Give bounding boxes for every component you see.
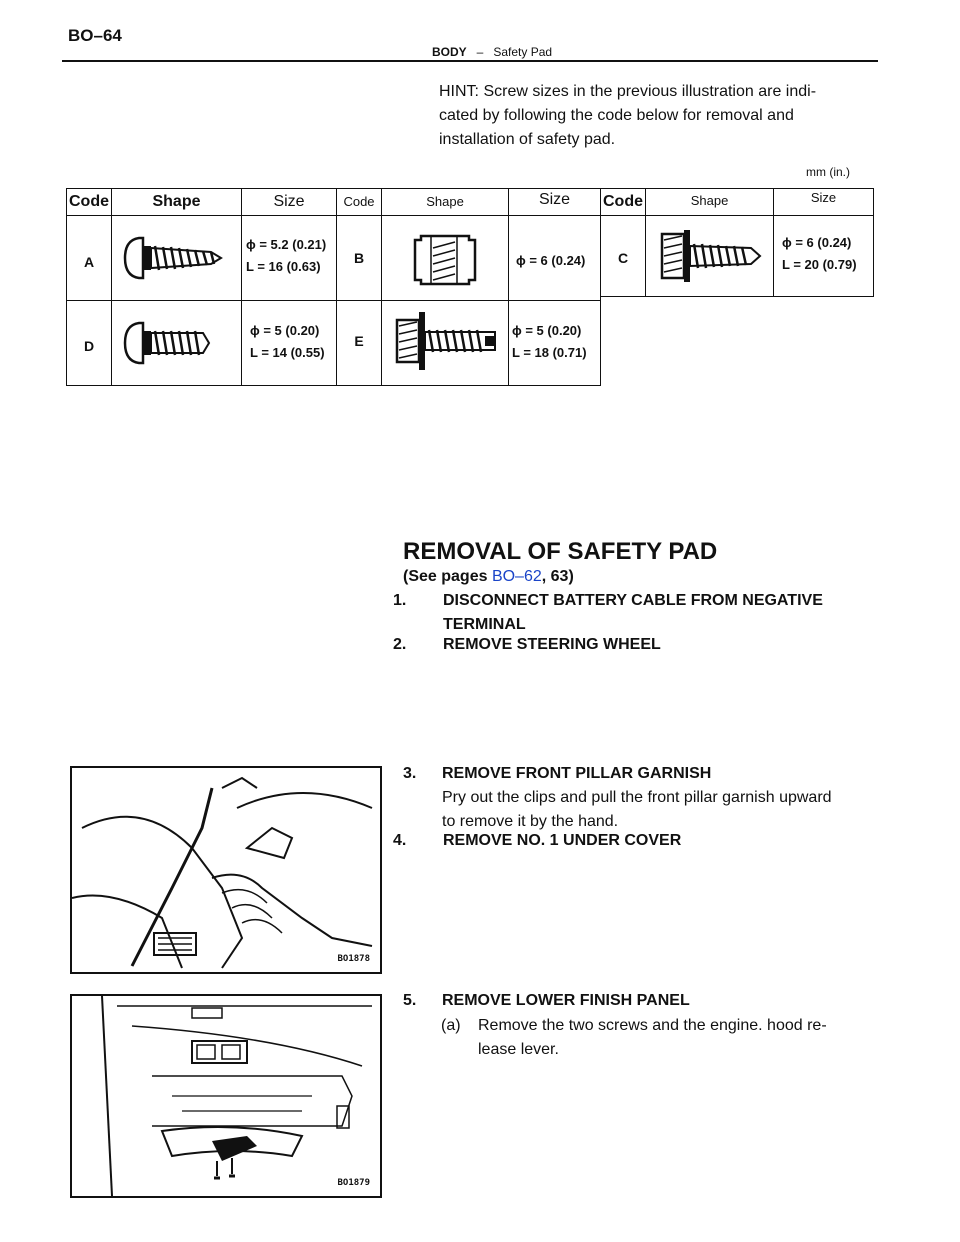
- step-number: 3.: [403, 765, 417, 782]
- screw-e-drawing: [391, 308, 506, 374]
- step-3-detail: [442, 786, 882, 834]
- diameter-e: ϕ = 5 (0.20): [512, 323, 582, 338]
- sub-label: (a): [441, 1017, 461, 1034]
- step-text: REMOVE STEERING WHEEL: [443, 636, 661, 653]
- topic-name: Safety Pad: [493, 45, 553, 59]
- diameter-c: ϕ = 6 (0.24): [782, 235, 852, 250]
- hint-paragraph: [439, 80, 859, 152]
- step-number: 1.: [393, 592, 407, 609]
- length-c: L = 20 (0.79): [782, 257, 857, 272]
- sub-line: Remove the two screws and the engine. hood re-: [478, 1017, 827, 1034]
- page-id: BO–64: [68, 26, 122, 45]
- code-cell: [600, 188, 646, 297]
- step-5-sub: [441, 1014, 881, 1062]
- step-2: [393, 633, 873, 657]
- detail-line: Pry out the clips and pull the front pillar garnish upward: [442, 789, 832, 806]
- step-text: REMOVE FRONT PILLAR GARNISH: [442, 765, 712, 782]
- diameter-a: ϕ = 5.2 (0.21): [246, 237, 327, 252]
- size-e: [512, 320, 587, 364]
- section-name: BODY: [432, 45, 467, 59]
- step-text: REMOVE LOWER FINISH PANEL: [442, 992, 690, 1009]
- step-text: DISCONNECT BATTERY CABLE FROM NEGATIVE: [443, 592, 823, 609]
- step-5: [403, 989, 883, 1013]
- step-3: [403, 762, 883, 786]
- header-rule: [62, 60, 878, 62]
- screw-d-drawing: [121, 313, 236, 373]
- figure-lower-finish-panel: [70, 994, 382, 1198]
- code-d: D: [83, 338, 95, 354]
- length-e: L = 18 (0.71): [512, 345, 587, 360]
- step-number: 4.: [393, 832, 407, 849]
- screw-b-drawing: [411, 228, 481, 290]
- figure-code: BO1878: [337, 954, 370, 964]
- header-shape: Shape: [426, 194, 464, 209]
- units-note: mm (in.): [806, 165, 850, 179]
- header-shape: Shape: [690, 193, 729, 208]
- header-shape: Shape: [152, 193, 201, 210]
- code-a: A: [83, 254, 95, 270]
- lower-finish-panel-illustration: [72, 996, 380, 1196]
- code-c: C: [617, 250, 629, 266]
- screw-a-drawing: [121, 228, 236, 288]
- length-a: L = 16 (0.63): [246, 259, 321, 274]
- size-c: [782, 232, 857, 276]
- hint-line: cated by following the code below for removal and: [439, 107, 794, 124]
- code-b: B: [353, 250, 365, 266]
- page-link[interactable]: BO–62: [491, 568, 542, 585]
- see-prefix: (See pages: [403, 568, 492, 585]
- hint-line: HINT: Screw sizes in the previous illustration are indi-: [439, 83, 817, 100]
- length-d: L = 14 (0.55): [250, 345, 325, 360]
- header-size: Size: [538, 191, 571, 208]
- step-1: [393, 589, 873, 637]
- diameter-b: ϕ = 6 (0.24): [516, 253, 586, 268]
- header-code: Code: [343, 194, 375, 209]
- front-pillar-illustration: [72, 768, 380, 972]
- sub-line: lease lever.: [478, 1041, 559, 1058]
- step-text: REMOVE NO. 1 UNDER COVER: [443, 832, 682, 849]
- header-size: Size: [273, 193, 305, 210]
- header-separator: –: [476, 45, 484, 59]
- header-size: Size: [810, 190, 837, 205]
- diameter-d: ϕ = 5 (0.20): [250, 323, 320, 338]
- size-a: [246, 234, 326, 278]
- hint-line: installation of safety pad.: [439, 131, 616, 148]
- step-4: [393, 829, 873, 853]
- header-code: Code: [69, 193, 109, 210]
- code-e: E: [354, 333, 364, 349]
- see-pages: [403, 568, 574, 586]
- header-code: Code: [603, 193, 643, 210]
- screw-c-drawing: [656, 224, 766, 288]
- step-number: 5.: [403, 992, 417, 1009]
- step-number: 2.: [393, 636, 407, 653]
- screw-size-table: [66, 188, 874, 388]
- size-b: [516, 250, 585, 272]
- figure-front-pillar: [70, 766, 382, 974]
- size-d: [250, 320, 325, 364]
- detail-line: to remove it by the hand.: [442, 813, 619, 830]
- see-suffix: , 63): [541, 568, 574, 585]
- step-text-continued: TERMINAL: [443, 616, 526, 633]
- section-title: REMOVAL OF SAFETY PAD: [403, 538, 718, 565]
- figure-code: BO1879: [337, 1178, 370, 1188]
- running-header: [432, 45, 552, 59]
